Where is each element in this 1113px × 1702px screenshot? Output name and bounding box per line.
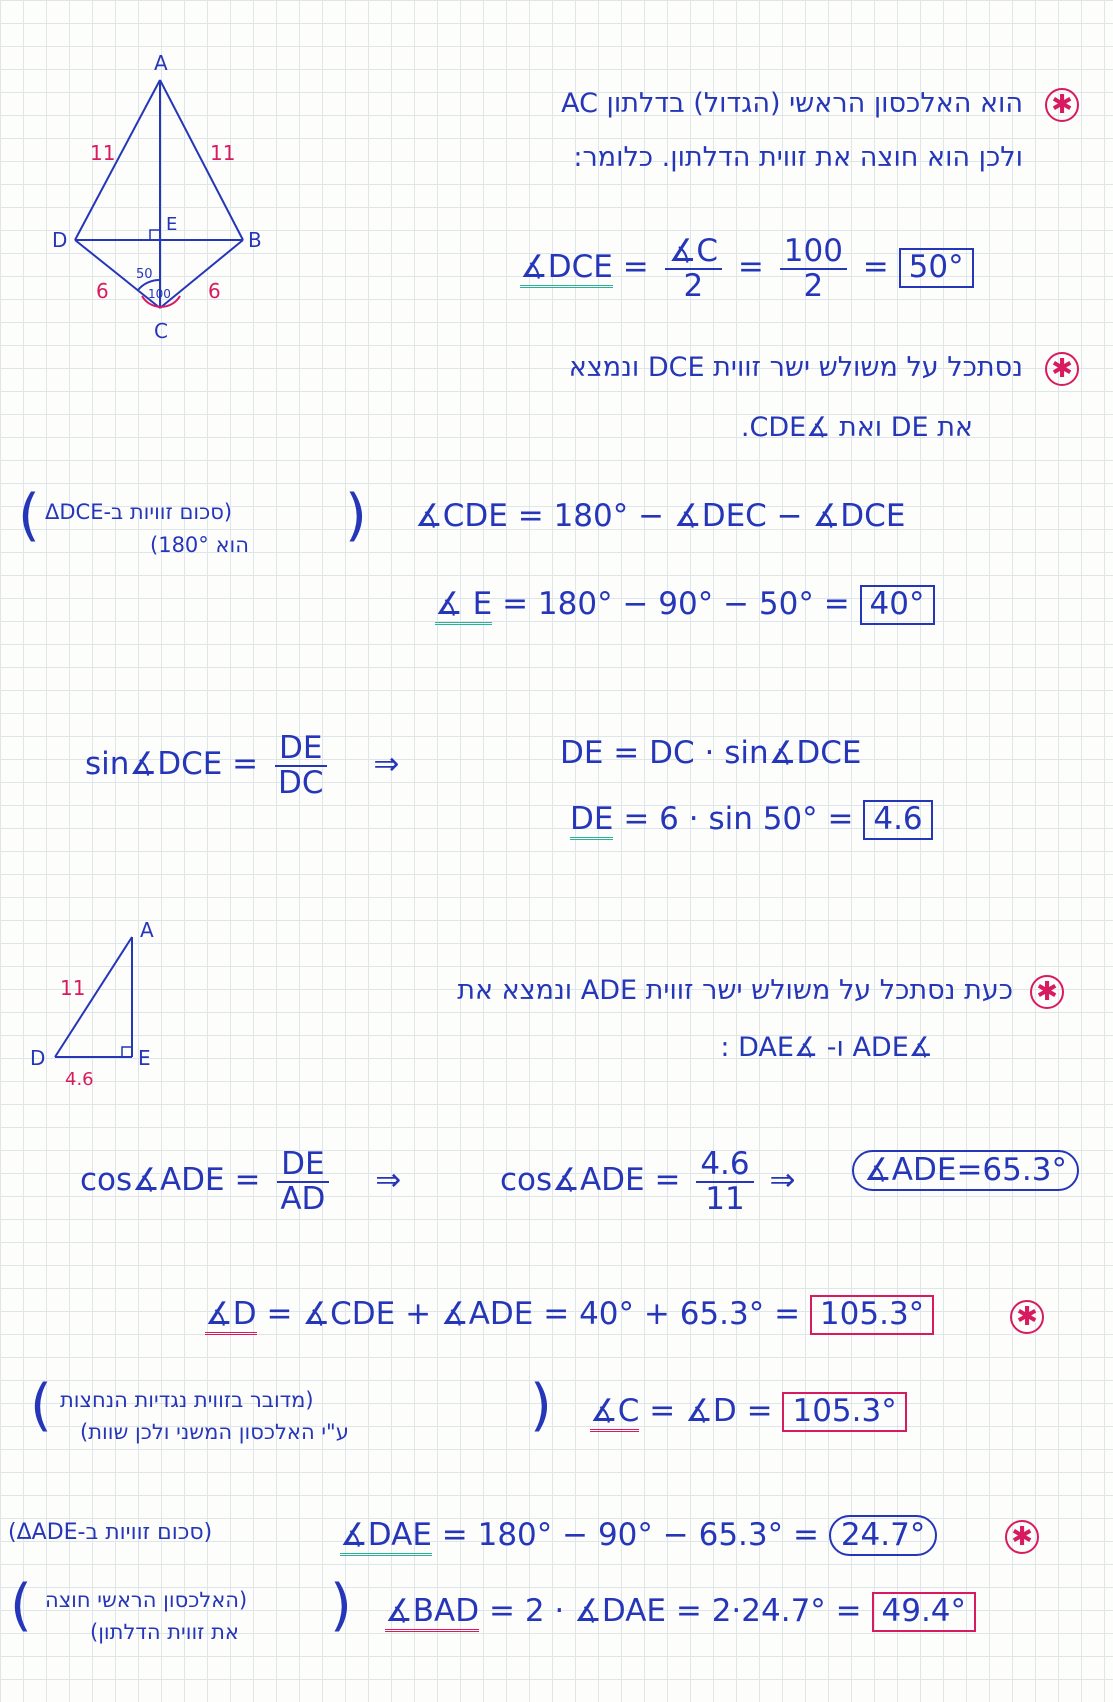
kite-side-dc: 6 [96,279,109,303]
step2-note-line1: (סכום זוויות ב-ΔDCE [45,500,233,524]
frac-den: AD [280,1180,326,1217]
step2-note-line2: הוא 180°) [150,533,249,557]
arrow-icon: ⇒ [375,1162,402,1199]
step4-cos-eq [80,1148,401,1215]
step2-note-open-paren: ( [18,483,40,548]
step4-ade-result-wrap [852,1150,1079,1191]
step2-text-line2: את DE ואת ∡CDE. [740,412,973,443]
step4-cos2-lhs: cos∡ADE = [500,1162,681,1199]
step1-eq-equals: = [862,249,889,286]
step5-c-eq [590,1392,907,1432]
step6-bad-rhs: = 2 · ∡DAE = 2·24.7° = [489,1593,862,1629]
step2-eq2-lhs: ∡ E [435,586,492,625]
kite-side-bc: 6 [208,279,221,303]
step1-eq-equals: = [622,249,649,286]
step1-eq-lhs: ∡DCE [520,249,613,288]
tri-label-e: E [138,1046,151,1070]
tri-label-d: D [30,1046,46,1070]
kite-label-c: C [154,319,168,343]
frac-num: ∡C [665,235,722,270]
step2-note-close-paren: ) [345,483,367,548]
frac-den: 2 [683,267,704,304]
tri-label-a: A [140,918,154,942]
tri-side-de: 4.6 [65,1069,94,1090]
step6-dae-lhs: ∡DAE [340,1517,432,1556]
kite-label-d: D [52,228,68,252]
step5-c-result: 105.3° [782,1392,906,1432]
kite-angle-100: 100 [148,287,171,301]
triangle-ade-diagram [20,915,170,1105]
step4-text-line1: כעת נסתכל על משולש ישר זווית ADE ונמצא את [457,975,1013,1006]
step1-frac2 [780,235,847,302]
step5-note-close-paren: ) [530,1373,552,1438]
step2-result: 40° [860,585,935,625]
step2-text-line1: נסתכל על משולש ישר זווית DCE ונמצא [568,352,1023,383]
step6-note2-open-paren: ( [10,1573,32,1638]
step1-eq-equals: = [737,249,764,286]
step5-d-eq [205,1295,934,1335]
marker-icon: ✱ [1010,1300,1044,1334]
kite-label-b: B [248,228,262,252]
step3-sin-frac [274,732,328,799]
step3-de-lhs: DE [570,801,613,840]
kite-side-ad: 11 [90,141,116,165]
step5-d-result: 105.3° [810,1295,934,1335]
step6-dae-eq [340,1515,937,1556]
step6-bad-lhs: ∡BAD [385,1593,479,1632]
step5-c-lhs: ∡C [590,1393,639,1432]
step3-result: 4.6 [863,800,932,840]
step6-note1: (סכום זוויות ב-ΔADE) [8,1520,213,1545]
step1-equation [520,235,974,302]
step1-result: 50° [899,248,974,288]
step6-dae-result: 24.7° [829,1515,938,1556]
step4-cos-lhs: cos∡ADE = [80,1162,261,1199]
step6-note2-close-paren: ) [330,1573,352,1638]
marker-icon: ✱ [1045,88,1079,122]
frac-den: 2 [803,267,824,304]
frac-num: 4.6 [696,1148,753,1183]
arrow-icon: ⇒ [769,1162,796,1199]
kite-label-e: E [166,214,178,235]
step2-eq2 [435,585,935,625]
step5-note-line1: (מדובר בזווית נגדיות הנחצות [60,1388,314,1412]
kite-angle-50: 50 [136,267,153,282]
marker-icon: ✱ [1045,352,1079,386]
step6-dae-rhs: = 180° − 90° − 65.3° = [441,1517,819,1553]
step5-note-open-paren: ( [30,1373,52,1438]
kite-diagram [30,40,350,380]
step3-sin-eq [85,732,399,799]
step2-eq1: ∡CDE = 180° − ∡DEC − ∡DCE [415,498,906,534]
step5-c-rhs: = ∡D = [649,1393,773,1429]
frac-den: 11 [705,1180,745,1217]
step3-de-eq: DE = DC · sin∡DCE [560,735,862,771]
frac-num: DE [277,1148,328,1183]
step2-eq2-rhs: = 180° − 90° − 50° = [502,586,850,622]
step6-note2-line1: (האלכסון הראשי חוצה [45,1588,248,1612]
arrow-icon: ⇒ [373,746,400,783]
step4-ade-result: ∡ADE=65.3° [852,1150,1079,1191]
step5-d-lhs: ∡D [205,1296,257,1335]
tri-side-ad: 11 [60,976,86,1000]
marker-icon: ✱ [1005,1520,1039,1554]
marker-icon: ✱ [1030,975,1064,1009]
step3-sin-lhs: sin∡DCE = [85,746,259,783]
step4-cos-frac [276,1148,329,1215]
kite-label-a: A [154,51,168,75]
kite-side-ab: 11 [210,141,236,165]
step3-de-calc [570,800,933,840]
step1-text-line2: ולכן הוא חוצה את זווית הדלתון. כלומר: [573,142,1023,173]
step1-frac1 [665,235,722,302]
step4-cos2-eq [500,1148,795,1215]
step5-note-line2: ע"י האלכסון המשני ולכן שוות) [80,1420,349,1444]
step4-cos2-frac [696,1148,753,1215]
frac-den: DC [278,764,324,801]
step4-text-line2: ∡ADE ו- ∡DAE : [720,1032,933,1063]
frac-num: 100 [780,235,847,270]
step3-de-rhs: = 6 · sin 50° = [623,801,854,837]
frac-num: DE [275,732,326,767]
step6-bad-result: 49.4° [872,1592,977,1632]
step1-text-line1: הוא האלכסון הראשי (הגדול) בדלתון AC [561,88,1023,119]
step5-d-rhs: = ∡CDE + ∡ADE = 40° + 65.3° = [266,1296,801,1332]
step6-note2-line2: את זווית הדלתון) [90,1620,239,1644]
step6-bad-eq [385,1592,976,1632]
